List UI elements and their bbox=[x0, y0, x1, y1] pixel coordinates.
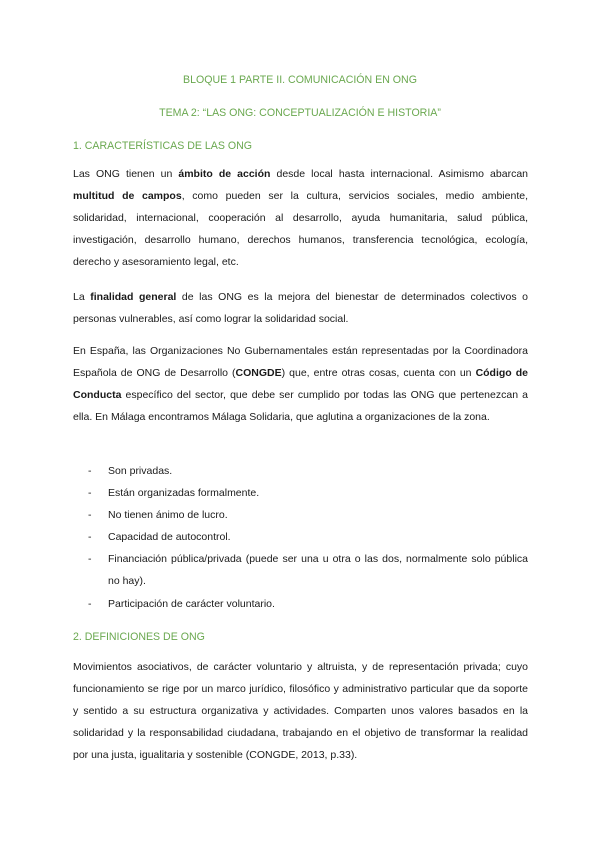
bullet-dash: - bbox=[88, 531, 92, 544]
bullet-dash: - bbox=[88, 553, 92, 566]
bullet-dash: - bbox=[88, 487, 92, 500]
text-run: ) que, entre otras cosas, cuenta con un bbox=[281, 366, 476, 379]
text-run: específico del sector, que debe ser cumplido por todas las ONG que pertenezcan a ella. En Málaga encontramos Málaga Solidaria, que aglutina a organizaciones de la zona. bbox=[73, 388, 528, 423]
paragraph-ambito bbox=[73, 164, 528, 274]
paragraph-definicion: Movimientos asociativos, de carácter voluntario y altruista, y de representación privada; cuyo funcionamiento se rige por un marco jurídico, filosófico y administrativo particular que da soporte y sentido a su estructura organizativa y actividades. Comparten unos valores basados en la solidaridad y la responsabilidad ciudadana, trabajando en el objetivo de transformar la realidad por una justa, igualitaria y sostenible (CONGDE, 2013, p.33). bbox=[73, 661, 528, 761]
bold-term-codigo: Código de Conducta bbox=[73, 366, 528, 401]
bold-term-ambito: ámbito de acción bbox=[178, 168, 271, 180]
list-item bbox=[88, 548, 528, 592]
list-item-text: Están organizadas formalmente. bbox=[108, 487, 260, 500]
document-subtitle: TEMA 2: “LAS ONG: CONCEPTUALIZACIÓN E HISTORIA” bbox=[159, 107, 441, 119]
document-title: BLOQUE 1 PARTE II. COMUNICACIÓN EN ONG bbox=[183, 74, 417, 86]
list-item-text: Participación de carácter voluntario. bbox=[108, 597, 275, 610]
section-heading-definiciones: 2. DEFINICIONES DE ONG bbox=[73, 631, 205, 643]
paragraph-espana bbox=[73, 341, 528, 429]
list-item bbox=[88, 593, 528, 615]
text-run: Las ONG tienen un bbox=[73, 168, 179, 180]
text-run: de las ONG es la mejora del bienestar de determinados colectivos o personas vulnerables, así como lograr la solidaridad social. bbox=[73, 291, 528, 325]
bullet-dash: - bbox=[88, 509, 92, 522]
text-run: desde local hasta internacional. Asimismo abarcan bbox=[270, 168, 528, 180]
bold-term-finalidad: finalidad general bbox=[90, 291, 177, 303]
text-run: , como pueden ser la cultura, servicios sociales, medio ambiente, solidaridad, internacional, cooperación al desarrollo, ayuda humanitaria, salud pública, investigación, desarrollo humano, derechos humanos, transferencia tecnológica, ecología, derecho y asesoramiento legal, etc. bbox=[73, 189, 528, 268]
list-item-text: Capacidad de autocontrol. bbox=[108, 531, 231, 544]
bullet-dash: - bbox=[88, 465, 92, 477]
list-item-text: Son privadas. bbox=[108, 465, 173, 477]
list-item bbox=[88, 460, 528, 482]
text-run: En España, las Organizaciones No Gubernamentales están representadas por la Coordinadora Española de ONG de Desarrollo ( bbox=[73, 345, 528, 379]
list-item-text: No tienen ánimo de lucro. bbox=[108, 509, 228, 522]
list-item bbox=[88, 482, 528, 504]
section-heading-caracteristicas: 1. CARACTERÍSTICAS DE LAS ONG bbox=[73, 140, 252, 152]
bold-term-congde: CONGDE bbox=[235, 366, 282, 379]
bold-term-campos: multitud de campos bbox=[73, 189, 182, 202]
list-item bbox=[88, 526, 528, 548]
list-item bbox=[88, 504, 528, 526]
paragraph-finalidad bbox=[73, 287, 528, 331]
bullet-dash: - bbox=[88, 597, 92, 610]
characteristics-list bbox=[88, 460, 528, 615]
list-item-text: Financiación pública/privada (puede ser una u otra o las dos, normalmente solo pública no hay). bbox=[108, 553, 528, 588]
text-run: La bbox=[73, 291, 91, 303]
